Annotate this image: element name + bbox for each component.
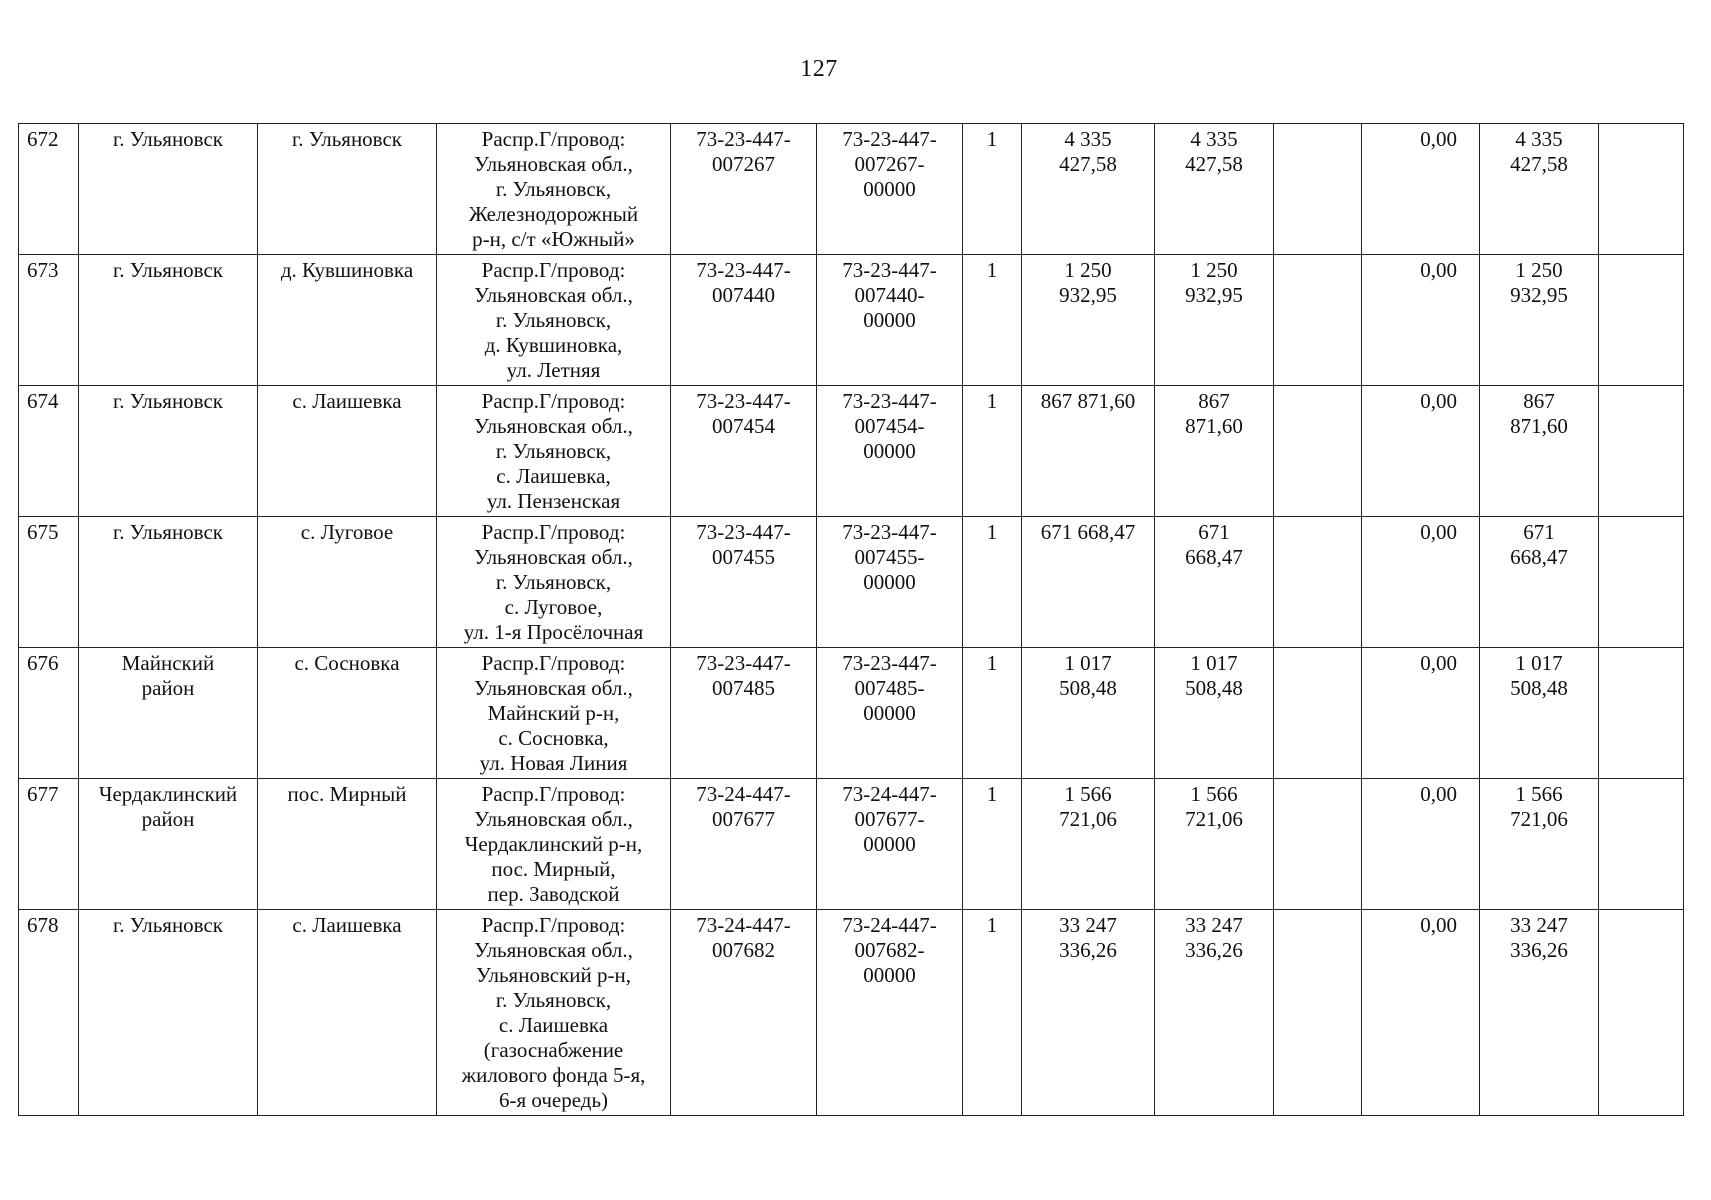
cell-settlement-line: с. Лаишевка xyxy=(292,913,402,937)
table-row xyxy=(19,386,1684,517)
cell-object-description-line: Распр.Г/провод: xyxy=(481,258,626,282)
cell-settlement xyxy=(258,386,437,517)
cell-settlement xyxy=(258,255,437,386)
cell-object-description-line: г. Ульяновск, xyxy=(495,308,612,332)
cell-initial-cost-line: 4 335 xyxy=(1064,127,1112,151)
cell-object-description-line: с. Лаишевка, xyxy=(496,464,611,488)
cell-book-cost xyxy=(1155,517,1274,648)
cell-cadastral-number xyxy=(671,517,817,648)
cell-inventory-number xyxy=(817,124,963,255)
cell-depreciation: 0,00 xyxy=(1362,255,1480,386)
cell-initial-cost-line: 671 668,47 xyxy=(1040,520,1136,544)
cell-object-description-line: пос. Мирный, xyxy=(491,857,616,881)
cell-object-description-line: Ульяновская обл., xyxy=(474,152,633,176)
cell-district xyxy=(79,255,258,386)
cell-quantity: 1 xyxy=(963,779,1022,910)
cell-object-description xyxy=(437,124,671,255)
cell-district-line: г. Ульяновск xyxy=(112,913,223,937)
cell-object-description-line: р-н, с/т «Южный» xyxy=(472,227,635,251)
cell-object-description-line: Железнодорожный xyxy=(468,202,639,226)
cell-object-description-line: Ульяновская обл., xyxy=(474,414,633,438)
cell-inventory-number xyxy=(817,255,963,386)
table-row xyxy=(19,648,1684,779)
cell-inventory-number-line: 007677- xyxy=(854,807,925,831)
cell-inventory-number-line: 00000 xyxy=(863,177,916,201)
cell-row-number: 677 xyxy=(19,779,79,910)
cell-empty xyxy=(1274,255,1362,386)
cell-residual-cost xyxy=(1480,910,1599,1116)
cell-empty xyxy=(1274,386,1362,517)
cell-residual-cost xyxy=(1480,779,1599,910)
cell-inventory-number-line: 00000 xyxy=(863,439,916,463)
cell-inventory-number-line: 73-24-447- xyxy=(842,782,937,806)
cell-initial-cost xyxy=(1022,910,1155,1116)
cell-row-number: 678 xyxy=(19,910,79,1116)
cell-cadastral-number xyxy=(671,386,817,517)
cell-book-cost xyxy=(1155,648,1274,779)
cell-cadastral-number xyxy=(671,255,817,386)
cell-initial-cost-line: 427,58 xyxy=(1059,152,1117,176)
cell-book-cost-line: 508,48 xyxy=(1185,676,1243,700)
cell-object-description-line: г. Ульяновск, xyxy=(495,177,612,201)
cell-inventory-number-line: 00000 xyxy=(863,832,916,856)
cell-inventory-number-line: 73-23-447- xyxy=(842,127,937,151)
cell-inventory-number-line: 007455- xyxy=(854,545,925,569)
cell-residual-cost xyxy=(1480,517,1599,648)
cell-row-number: 676 xyxy=(19,648,79,779)
cell-district xyxy=(79,779,258,910)
cell-book-cost-line: 427,58 xyxy=(1185,152,1243,176)
cell-inventory-number xyxy=(817,517,963,648)
cell-quantity: 1 xyxy=(963,910,1022,1116)
cell-row-number: 672 xyxy=(19,124,79,255)
cell-book-cost xyxy=(1155,779,1274,910)
cell-depreciation: 0,00 xyxy=(1362,779,1480,910)
cell-cadastral-number xyxy=(671,779,817,910)
cell-note xyxy=(1599,517,1684,648)
cell-book-cost-line: 1 017 xyxy=(1190,651,1238,675)
cell-depreciation: 0,00 xyxy=(1362,517,1480,648)
cell-initial-cost-line: 1 566 xyxy=(1064,782,1112,806)
cell-book-cost-line: 871,60 xyxy=(1185,414,1243,438)
cell-object-description-line: д. Кувшиновка, xyxy=(484,333,623,357)
cell-inventory-number-line: 73-23-447- xyxy=(842,651,937,675)
cell-settlement-line: с. Лаишевка xyxy=(292,389,402,413)
cell-initial-cost xyxy=(1022,255,1155,386)
cell-object-description-line: Распр.Г/провод: xyxy=(481,127,626,151)
cell-cadastral-number-line: 73-23-447- xyxy=(696,389,791,413)
cell-district xyxy=(79,517,258,648)
cell-inventory-number xyxy=(817,648,963,779)
cell-book-cost xyxy=(1155,124,1274,255)
cell-object-description-line: (газоснабжение xyxy=(483,1038,624,1062)
table-row xyxy=(19,124,1684,255)
cell-book-cost-line: 867 xyxy=(1198,389,1230,413)
cell-note xyxy=(1599,779,1684,910)
cell-empty xyxy=(1274,910,1362,1116)
cell-empty xyxy=(1274,517,1362,648)
cell-residual-cost-line: 871,60 xyxy=(1510,414,1568,438)
cell-cadastral-number-line: 007454 xyxy=(712,414,775,438)
cell-depreciation: 0,00 xyxy=(1362,386,1480,517)
cell-initial-cost xyxy=(1022,648,1155,779)
cell-object-description-line: г. Ульяновск, xyxy=(495,570,612,594)
cell-object-description-line: с. Луговое, xyxy=(504,595,603,619)
cell-object-description xyxy=(437,910,671,1116)
cell-settlement-line: д. Кувшиновка xyxy=(280,258,414,282)
cell-settlement xyxy=(258,517,437,648)
cell-residual-cost-line: 867 xyxy=(1523,389,1555,413)
cell-note xyxy=(1599,910,1684,1116)
cell-object-description xyxy=(437,517,671,648)
cell-cadastral-number-line: 73-24-447- xyxy=(696,913,791,937)
cell-initial-cost-line: 1 250 xyxy=(1064,258,1112,282)
cell-initial-cost-line: 932,95 xyxy=(1059,283,1117,307)
cell-quantity: 1 xyxy=(963,386,1022,517)
cell-quantity: 1 xyxy=(963,517,1022,648)
cell-residual-cost xyxy=(1480,124,1599,255)
cell-inventory-number-line: 73-23-447- xyxy=(842,258,937,282)
cell-object-description-line: 6-я очередь) xyxy=(498,1088,609,1112)
cell-cadastral-number-line: 73-24-447- xyxy=(696,782,791,806)
cell-book-cost-line: 721,06 xyxy=(1185,807,1243,831)
cell-object-description-line: ул. Новая Линия xyxy=(479,751,628,775)
cell-residual-cost-line: 1 566 xyxy=(1515,782,1563,806)
cell-empty xyxy=(1274,648,1362,779)
cell-district-line: район xyxy=(141,676,195,700)
cell-residual-cost-line: 1 017 xyxy=(1515,651,1563,675)
cell-book-cost-line: 33 247 xyxy=(1185,913,1243,937)
cell-cadastral-number-line: 007267 xyxy=(712,152,775,176)
cell-note xyxy=(1599,124,1684,255)
cell-initial-cost xyxy=(1022,386,1155,517)
cell-object-description-line: с. Лаишевка xyxy=(498,1013,609,1037)
cell-inventory-number-line: 73-23-447- xyxy=(842,520,937,544)
cell-book-cost-line: 668,47 xyxy=(1185,545,1243,569)
cell-initial-cost xyxy=(1022,124,1155,255)
cell-district-line: г. Ульяновск xyxy=(112,389,223,413)
cell-book-cost-line: 1 566 xyxy=(1190,782,1238,806)
cell-book-cost-line: 336,26 xyxy=(1185,938,1243,962)
cell-inventory-number xyxy=(817,910,963,1116)
cell-residual-cost-line: 33 247 xyxy=(1510,913,1568,937)
cell-row-number: 675 xyxy=(19,517,79,648)
cell-empty xyxy=(1274,779,1362,910)
cell-settlement-line: с. Луговое xyxy=(300,520,394,544)
cell-object-description-line: Ульяновская обл., xyxy=(474,545,633,569)
cell-book-cost-line: 4 335 xyxy=(1190,127,1238,151)
cell-inventory-number-line: 007440- xyxy=(854,283,925,307)
cell-object-description-line: жилового фонда 5-я, xyxy=(461,1063,646,1087)
cell-book-cost xyxy=(1155,386,1274,517)
cell-object-description-line: с. Сосновка, xyxy=(498,726,609,750)
cell-cadastral-number-line: 007677 xyxy=(712,807,775,831)
cell-residual-cost-line: 932,95 xyxy=(1510,283,1568,307)
cell-settlement xyxy=(258,124,437,255)
cell-inventory-number-line: 007485- xyxy=(854,676,925,700)
table-row xyxy=(19,517,1684,648)
registry-table xyxy=(18,123,1684,1116)
cell-residual-cost-line: 671 xyxy=(1523,520,1555,544)
cell-book-cost xyxy=(1155,910,1274,1116)
cell-district-line: г. Ульяновск xyxy=(112,520,223,544)
cell-book-cost-line: 671 xyxy=(1198,520,1230,544)
page-number: 127 xyxy=(800,56,838,82)
table-row xyxy=(19,779,1684,910)
cell-depreciation: 0,00 xyxy=(1362,124,1480,255)
cell-object-description xyxy=(437,386,671,517)
cell-settlement xyxy=(258,779,437,910)
cell-object-description xyxy=(437,779,671,910)
cell-row-number: 673 xyxy=(19,255,79,386)
cell-object-description-line: Чердаклинский р-н, xyxy=(464,832,643,856)
cell-object-description-line: Ульяновский р-н, xyxy=(476,963,631,987)
cell-object-description-line: Ульяновская обл., xyxy=(474,676,633,700)
cell-residual-cost-line: 4 335 xyxy=(1515,127,1563,151)
cell-district-line: Чердаклинский xyxy=(98,782,238,806)
cell-residual-cost xyxy=(1480,255,1599,386)
cell-initial-cost xyxy=(1022,779,1155,910)
cell-inventory-number-line: 007454- xyxy=(854,414,925,438)
cell-depreciation: 0,00 xyxy=(1362,910,1480,1116)
cell-residual-cost xyxy=(1480,648,1599,779)
cell-district xyxy=(79,124,258,255)
cell-object-description-line: Распр.Г/провод: xyxy=(481,520,626,544)
cell-residual-cost-line: 336,26 xyxy=(1510,938,1568,962)
cell-object-description-line: ул. Пензенская xyxy=(486,489,621,513)
cell-settlement xyxy=(258,910,437,1116)
cell-note xyxy=(1599,255,1684,386)
cell-inventory-number-line: 007267- xyxy=(854,152,925,176)
cell-district xyxy=(79,386,258,517)
cell-settlement xyxy=(258,648,437,779)
cell-note xyxy=(1599,386,1684,517)
cell-initial-cost-line: 867 871,60 xyxy=(1040,389,1136,413)
cell-quantity: 1 xyxy=(963,648,1022,779)
cell-inventory-number-line: 00000 xyxy=(863,308,916,332)
cell-cadastral-number-line: 007440 xyxy=(712,283,775,307)
cell-empty xyxy=(1274,124,1362,255)
cell-object-description-line: Майнский р-н, xyxy=(487,701,620,725)
cell-district-line: г. Ульяновск xyxy=(112,127,223,151)
cell-cadastral-number-line: 73-23-447- xyxy=(696,258,791,282)
cell-inventory-number-line: 73-24-447- xyxy=(842,913,937,937)
cell-initial-cost-line: 336,26 xyxy=(1059,938,1117,962)
cell-object-description xyxy=(437,648,671,779)
cell-district-line: район xyxy=(141,807,195,831)
cell-residual-cost-line: 427,58 xyxy=(1510,152,1568,176)
cell-settlement-line: пос. Мирный xyxy=(287,782,407,806)
cell-cadastral-number-line: 007682 xyxy=(712,938,775,962)
cell-initial-cost-line: 508,48 xyxy=(1059,676,1117,700)
cell-cadastral-number-line: 007485 xyxy=(712,676,775,700)
cell-object-description-line: г. Ульяновск, xyxy=(495,439,612,463)
cell-book-cost-line: 1 250 xyxy=(1190,258,1238,282)
cell-initial-cost-line: 721,06 xyxy=(1059,807,1117,831)
cell-initial-cost-line: 1 017 xyxy=(1064,651,1112,675)
cell-inventory-number-line: 73-23-447- xyxy=(842,389,937,413)
cell-district-line: г. Ульяновск xyxy=(112,258,223,282)
cell-object-description-line: Распр.Г/провод: xyxy=(481,782,626,806)
cell-quantity: 1 xyxy=(963,255,1022,386)
cell-inventory-number-line: 007682- xyxy=(854,938,925,962)
cell-cadastral-number-line: 73-23-447- xyxy=(696,651,791,675)
cell-inventory-number-line: 00000 xyxy=(863,570,916,594)
cell-residual-cost-line: 668,47 xyxy=(1510,545,1568,569)
cell-initial-cost xyxy=(1022,517,1155,648)
cell-object-description-line: Распр.Г/провод: xyxy=(481,389,626,413)
cell-inventory-number-line: 00000 xyxy=(863,963,916,987)
cell-settlement-line: с. Сосновка xyxy=(294,651,400,675)
cell-object-description-line: г. Ульяновск, xyxy=(495,988,612,1012)
cell-district-line: Майнский xyxy=(121,651,215,675)
cell-settlement-line: г. Ульяновск xyxy=(291,127,402,151)
cell-book-cost-line: 932,95 xyxy=(1185,283,1243,307)
cell-object-description-line: Ульяновская обл., xyxy=(474,938,633,962)
cell-row-number: 674 xyxy=(19,386,79,517)
table-body xyxy=(19,124,1684,1116)
cell-object-description-line: Распр.Г/провод: xyxy=(481,913,626,937)
cell-cadastral-number xyxy=(671,910,817,1116)
cell-quantity: 1 xyxy=(963,124,1022,255)
cell-depreciation: 0,00 xyxy=(1362,648,1480,779)
cell-cadastral-number xyxy=(671,124,817,255)
cell-cadastral-number xyxy=(671,648,817,779)
cell-book-cost xyxy=(1155,255,1274,386)
cell-object-description-line: Распр.Г/провод: xyxy=(481,651,626,675)
cell-residual-cost-line: 721,06 xyxy=(1510,807,1568,831)
cell-residual-cost xyxy=(1480,386,1599,517)
cell-inventory-number xyxy=(817,386,963,517)
cell-initial-cost-line: 33 247 xyxy=(1059,913,1117,937)
cell-object-description-line: Ульяновская обл., xyxy=(474,807,633,831)
cell-residual-cost-line: 508,48 xyxy=(1510,676,1568,700)
cell-cadastral-number-line: 007455 xyxy=(712,545,775,569)
cell-inventory-number-line: 00000 xyxy=(863,701,916,725)
cell-note xyxy=(1599,648,1684,779)
cell-object-description xyxy=(437,255,671,386)
cell-inventory-number xyxy=(817,779,963,910)
table-row xyxy=(19,910,1684,1116)
table-row xyxy=(19,255,1684,386)
cell-residual-cost-line: 1 250 xyxy=(1515,258,1563,282)
cell-district xyxy=(79,648,258,779)
cell-object-description-line: Ульяновская обл., xyxy=(474,283,633,307)
cell-district xyxy=(79,910,258,1116)
cell-object-description-line: ул. Летняя xyxy=(506,358,601,382)
cell-object-description-line: ул. 1-я Просёлочная xyxy=(463,620,644,644)
cell-cadastral-number-line: 73-23-447- xyxy=(696,127,791,151)
cell-cadastral-number-line: 73-23-447- xyxy=(696,520,791,544)
cell-object-description-line: пер. Заводской xyxy=(487,882,620,906)
